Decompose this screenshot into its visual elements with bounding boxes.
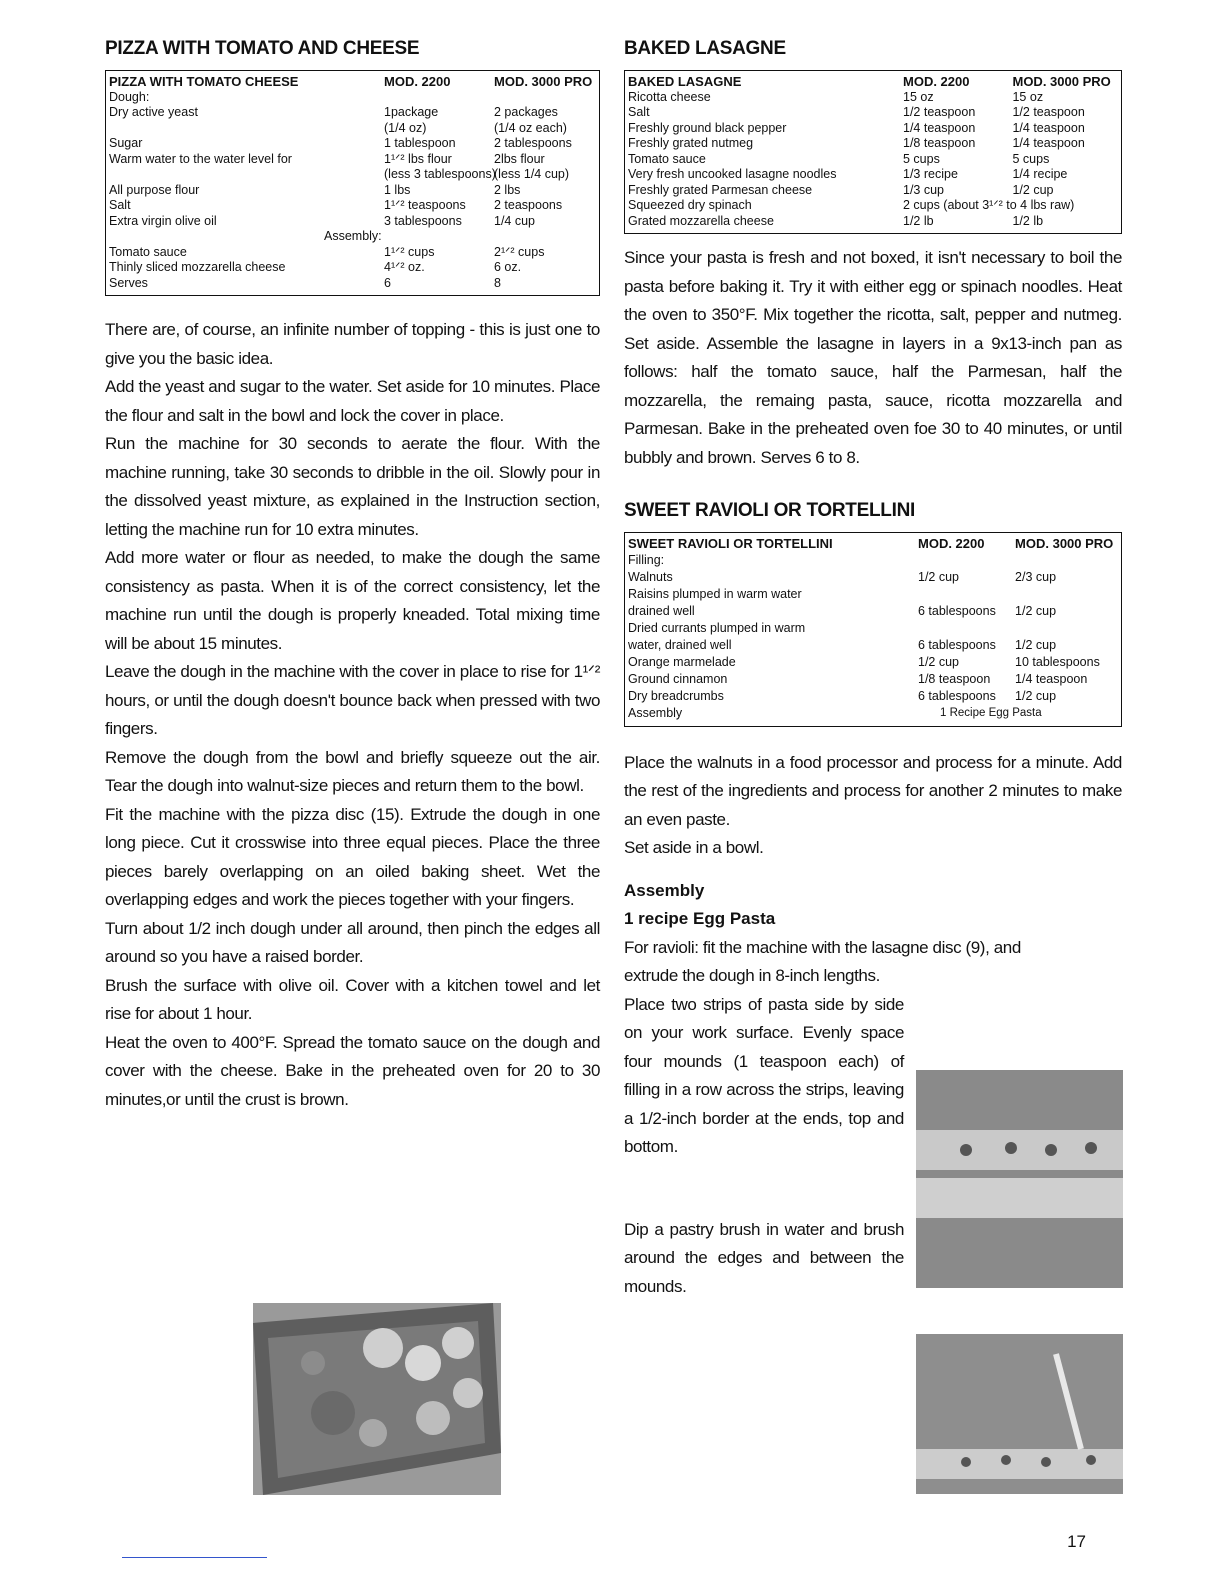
ingredient: drained well <box>628 603 695 618</box>
table-row <box>628 620 1118 637</box>
ingredient: Squeezed dry spinach <box>628 198 752 212</box>
table-row <box>109 276 596 292</box>
qty-mod3000: 1/4 teaspoon <box>1012 136 1085 150</box>
paragraph: Add the yeast and sugar to the water. Set aside for 10 minutes. Place the flour and salt in the bowl and lock the cover in place. <box>105 377 600 425</box>
table-row <box>628 603 1118 620</box>
pizza-recipe-table <box>105 70 600 296</box>
ravioli-instructions-top: For ravioli: fit the machine with the lasagne disc (9), and <box>624 937 1021 957</box>
paragraph: Fit the machine with the pizza disc (15). Extrude the dough in one long piece. Cut it crosswise into three equal pieces. Place the three pieces barely overlapping on an oiled baking sheet. Wet the overlapping edges and work the pieces together with your fingers. <box>105 804 600 909</box>
qty-mod3000: 2 tablespoons <box>494 136 572 150</box>
qty-mod3000: 10 tablespoons <box>1015 654 1100 669</box>
ingredient: Ground cinnamon <box>628 671 728 686</box>
ingredient: Ricotta cheese <box>628 89 711 104</box>
qty-mod3000 <box>1013 198 1118 214</box>
qty-mod3000: 2 teaspoons <box>494 198 563 212</box>
table-row <box>109 260 596 276</box>
qty-mod3000: 1/2 cup <box>1015 637 1057 652</box>
qty-mod3000: (less 1/4 cup) <box>494 167 570 181</box>
table-title: PIZZA WITH TOMATO CHEESE <box>109 74 299 89</box>
qty-mod2200: 1package <box>384 105 439 119</box>
ingredient: Dry breadcrumbs <box>628 688 724 703</box>
table-title: BAKED LASAGNE <box>628 74 742 89</box>
qty-mod3000: 1/2 cup <box>1015 603 1057 618</box>
qty-mod2200: 5 cups <box>903 151 940 166</box>
ingredient: Extra virgin olive oil <box>109 213 217 228</box>
qty-mod2200: 6 <box>384 275 391 290</box>
table-row <box>628 214 1118 230</box>
table-title: SWEET RAVIOLI OR TORTELLINI <box>628 536 833 551</box>
ingredient: Orange marmelade <box>628 654 736 669</box>
qty-mod3000 <box>494 90 596 106</box>
qty-mod2200: 1¹ᐟ² cups <box>384 244 435 259</box>
table-row <box>628 637 1118 654</box>
ravioli-brush-image <box>916 1334 1123 1494</box>
qty-mod2200: 1/8 teaspoon <box>918 671 991 686</box>
assembly-heading: Assembly <box>624 880 705 900</box>
paragraph: Run the machine for 30 seconds to aerate the flour. With the machine running, take 30 seconds to dribble in the oil. Slowly pour in the dissolved yeast mixture, as explained in the Instruction section, letting the machine run for 10 extra minutes. <box>105 434 600 539</box>
table-row <box>628 152 1118 168</box>
ravioli-instructions-rest: extrude the dough in 8-inch lengths. <box>624 966 880 985</box>
ingredient: Walnuts <box>628 569 673 584</box>
assembly-label: Assembly: <box>324 229 382 243</box>
ravioli-heading: SWEET RAVIOLI OR TORTELLINI <box>624 500 915 521</box>
table-row <box>109 105 596 121</box>
qty-mod3000: 8 <box>494 275 501 290</box>
qty-mod3000: 1/4 cup <box>494 213 536 228</box>
table-row <box>628 569 1118 586</box>
qty-mod2200 <box>918 552 1015 569</box>
table-row <box>628 198 1118 214</box>
table-row <box>628 105 1118 121</box>
table-row <box>628 167 1118 183</box>
col-mod3000: MOD. 3000 PRO <box>1015 536 1114 551</box>
table-row <box>109 198 596 214</box>
assembly-note: 1 Recipe Egg Pasta <box>940 706 1042 719</box>
qty-mod2200: 1/2 teaspoon <box>903 105 976 119</box>
table-row <box>109 152 596 168</box>
qty-mod2200: 6 tablespoons <box>918 688 996 703</box>
ravioli-brush-instructions: Dip a pastry brush in water and brush around the edges and between the mounds. <box>624 1219 904 1296</box>
qty-mod3000: 1/4 teaspoon <box>1015 671 1088 686</box>
col-mod3000: MOD. 3000 PRO <box>494 74 593 89</box>
table-row <box>109 90 596 106</box>
pizza-instructions <box>105 316 600 1114</box>
ingredient: Freshly grated nutmeg <box>628 136 754 150</box>
table-row <box>628 90 1118 106</box>
qty-mod2200: 1/2 cup <box>918 654 960 669</box>
ingredient: water, drained well <box>628 637 732 652</box>
qty-mod3000: 1/2 teaspoon <box>1012 105 1085 119</box>
qty-mod2200: 6 tablespoons <box>918 603 996 618</box>
ravioli-filling-instructions: Place the walnuts in a food processor and process for a minute. Add the rest of the ingredients and process for another 2 minutes to make an even paste. <box>624 752 1122 829</box>
pizza-photo <box>253 1303 501 1495</box>
ravioli-place-strips: Place two strips of pasta side by side on your work surface. Evenly space four mounds (1 teaspoon each) of filling in a row across the strips, leaving a 1/2-inch border at the ends, top and bottom. <box>624 994 904 1156</box>
qty-mod2200: 1/3 cup <box>903 182 945 197</box>
ingredient: All purpose flour <box>109 182 200 197</box>
col-mod3000: MOD. 3000 PRO <box>1012 74 1111 89</box>
qty-mod2200: 3 tablespoons <box>384 213 462 228</box>
qty-mod2200: 15 oz <box>903 89 934 104</box>
ingredient: Thinly sliced mozzarella cheese <box>109 260 286 274</box>
ingredient: Freshly ground black pepper <box>628 120 787 135</box>
table-row <box>628 183 1118 199</box>
ingredient: Serves <box>109 275 148 290</box>
ingredient: Tomato sauce <box>109 244 187 259</box>
left-column <box>105 38 600 1114</box>
ingredient: Dry active yeast <box>109 105 198 119</box>
table-row <box>628 688 1118 705</box>
qty-mod2200 <box>384 90 494 106</box>
assembly-subheading: 1 recipe Egg Pasta <box>624 909 776 928</box>
ingredient: Salt <box>109 198 131 212</box>
pizza-image <box>253 1303 501 1495</box>
table-row <box>109 214 596 230</box>
qty-mod2200: 1/3 recipe <box>903 167 958 181</box>
ingredient: Dried currants plumped in warm <box>628 620 806 635</box>
ingredient: Warm water to the water level for <box>109 151 292 166</box>
qty-mod3000: 2 lbs <box>494 182 521 197</box>
qty-mod2200: 1/4 teaspoon <box>903 120 976 135</box>
ravioli-mounds-photo <box>916 1070 1123 1288</box>
ravioli-set-aside: Set aside in a bowl. <box>624 838 764 857</box>
ravioli-brush-photo <box>916 1334 1123 1494</box>
table-row <box>628 121 1118 137</box>
qty-mod3000: 5 cups <box>1012 151 1050 166</box>
qty-mod3000: 2 packages <box>494 105 558 119</box>
table-row <box>109 229 596 245</box>
table-header <box>109 74 596 90</box>
ingredient: Dough: <box>109 89 150 104</box>
qty-mod3000 <box>1015 586 1118 603</box>
qty-mod3000: 2lbs flour <box>494 151 545 166</box>
qty-mod3000: 1/2 cup <box>1012 182 1054 197</box>
paragraph: Leave the dough in the machine with the cover in place to rise for 1¹ᐟ² hours, or until the dough doesn't bounce back when pressed with two fingers. <box>105 662 600 738</box>
qty-mod2200 <box>918 620 1015 637</box>
table-row <box>109 136 596 152</box>
table-row <box>628 705 1118 722</box>
ingredient: Very fresh uncooked lasagne noodles <box>628 167 837 181</box>
ingredient: Filling: <box>628 552 665 567</box>
col-mod2200: MOD. 2200 <box>918 536 985 551</box>
qty-mod3000: 1/2 cup <box>1015 688 1057 703</box>
pizza-heading: PIZZA WITH TOMATO AND CHEESE <box>105 38 420 59</box>
ingredient: Sugar <box>109 136 143 150</box>
footer-link-line <box>122 1557 267 1558</box>
qty-mod3000: 2¹ᐟ² cups <box>494 244 545 259</box>
qty-mod2200: 1 lbs <box>384 182 411 197</box>
ingredient <box>109 167 384 183</box>
paragraph: Remove the dough from the bowl and briefly squeeze out the air. Tear the dough into walnut-size pieces and return them to the bowl. <box>105 747 600 795</box>
qty-mod2200: 1/2 cup <box>918 569 960 584</box>
ingredient: Freshly grated Parmesan cheese <box>628 182 813 197</box>
qty-mod2200: 6 tablespoons <box>918 637 996 652</box>
qty-mod2200 <box>918 586 1015 603</box>
table-row <box>109 183 596 199</box>
col-mod2200: MOD. 2200 <box>384 74 451 89</box>
ingredient: Grated mozzarella cheese <box>628 213 774 228</box>
table-row <box>628 552 1118 569</box>
qty-mod3000: 1/4 teaspoon <box>1012 120 1085 135</box>
qty-mod3000: 1/4 recipe <box>1012 167 1068 181</box>
ingredient: Salt <box>628 105 650 119</box>
table-header <box>628 536 1118 552</box>
lasagne-recipe-table <box>624 70 1122 234</box>
table-row <box>109 121 596 137</box>
table-header <box>628 74 1118 90</box>
paragraph: Brush the surface with olive oil. Cover with a kitchen towel and let rise for about 1 hour. <box>105 975 600 1023</box>
page-number: 17 <box>1067 1532 1086 1551</box>
table-row <box>628 136 1118 152</box>
lasagne-heading: BAKED LASAGNE <box>624 38 786 59</box>
ravioli-mounds-image <box>916 1070 1123 1288</box>
table-row <box>628 654 1118 671</box>
qty-mod3000: 1/2 lb <box>1012 213 1044 228</box>
qty-mod3000: (1/4 oz each) <box>494 120 567 135</box>
lasagne-instructions: Since your pasta is fresh and not boxed, it isn't necessary to boil the pasta before baking it. Try it with either egg or spinach noodles. Heat the oven to 350°F. Mix together the ricotta, salt, pepper and nutmeg. Set aside. Assemble the lasagne in layers in a 9x13-inch pan as follows: half the tomato sauce, half the Parmesan, half the mozzarella, the remaing pasta, sauce, ricotta mozzarella and Parmesan. Bake in the preheated oven foe 30 to 40 minutes, or until bubbly and brown. Serves 6 to 8. <box>624 248 1122 467</box>
qty-mod3000: 15 oz <box>1012 89 1044 104</box>
paragraph: Turn about 1/2 inch dough under all around, then pinch the edges all around so you have a raised border. <box>105 918 600 966</box>
qty-mod3000: 6 oz. <box>494 260 522 274</box>
ingredient: Assembly <box>628 705 683 720</box>
col-mod2200: MOD. 2200 <box>903 74 970 89</box>
qty-mod2200: 1 tablespoon <box>384 136 456 150</box>
table-row <box>628 586 1118 603</box>
qty-mod3000 <box>1015 552 1118 569</box>
qty-mod2200: (1/4 oz) <box>384 120 427 135</box>
paragraph: Add more water or flour as needed, to make the dough the same consistency as pasta. When it is of the correct consistency, let the machine run until the dough is properly kneaded. Total mixing time will be about 15 minutes. <box>105 548 600 653</box>
ingredient: Raisins plumped in warm water <box>628 586 802 601</box>
qty-mod2200: 1/8 teaspoon <box>903 136 976 150</box>
qty-mod3000: 2/3 cup <box>1015 569 1057 584</box>
ravioli-recipe-table <box>624 532 1122 727</box>
table-row <box>109 167 596 183</box>
qty-mod2200: 4¹ᐟ² oz. <box>384 260 425 274</box>
paragraph: Heat the oven to 400°F. Spread the tomato sauce on the dough and cover with the cheese. Bake in the preheated oven for 20 to 30 minutes,or until the crust is brown. <box>105 1032 600 1109</box>
qty-mod3000 <box>1015 620 1118 637</box>
qty-mod2200: 1¹ᐟ² teaspoons <box>384 198 466 212</box>
qty-mod2200: (less 3 tablespoons) <box>384 167 496 181</box>
ingredient <box>109 121 384 137</box>
qty-mod2200: 2 cups (about 3¹ᐟ² to 4 lbs raw) <box>903 198 1075 212</box>
paragraph: There are, of course, an infinite number of topping - this is just one to give you the basic idea. <box>105 320 600 368</box>
qty-mod2200: 1/2 lb <box>903 213 934 228</box>
qty-mod2200: 1¹ᐟ² lbs flour <box>384 151 452 166</box>
table-row <box>109 245 596 261</box>
table-row <box>628 671 1118 688</box>
ingredient: Tomato sauce <box>628 151 706 166</box>
